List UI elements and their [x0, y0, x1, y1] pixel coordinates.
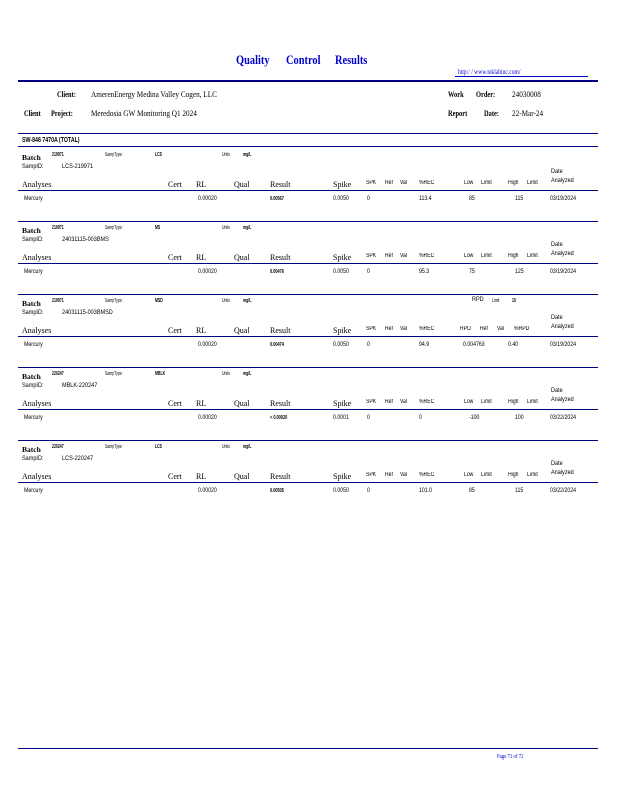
high-cell: 115 — [515, 487, 524, 494]
analyses-header: Analyses — [22, 472, 52, 481]
spike-cell: 0.0001 — [333, 414, 349, 421]
val-header: Val — [400, 472, 407, 478]
sampid-value: LCS-220247 — [62, 455, 94, 462]
high-header: High — [508, 180, 519, 186]
section-title: SW-846 7470A (TOTAL) — [22, 137, 80, 144]
batch-number: 220247 — [52, 444, 64, 450]
spk-header: SPK — [366, 253, 377, 259]
analyzed-header: Analyzed — [551, 396, 574, 403]
header-rule — [18, 482, 598, 483]
rl-header: RL — [196, 253, 207, 262]
units-value: mg/L — [243, 371, 252, 377]
units-label: Units — [222, 152, 230, 158]
batch-number: 220247 — [52, 371, 64, 377]
rpd-ref2-header: Ref — [480, 326, 488, 332]
spk-ref-cell: 0 — [367, 341, 370, 348]
sampid-label: SampID: — [22, 309, 44, 316]
result-cell: 0.00505 — [270, 488, 284, 494]
spike-cell: 0.0050 — [333, 268, 349, 275]
result-header: Result — [270, 180, 291, 189]
rec-cell: 113.4 — [419, 195, 432, 202]
spk-header: SPK — [366, 399, 377, 405]
date-header: Date — [551, 460, 563, 467]
result-header: Result — [270, 472, 291, 481]
rec-header: %REC — [419, 399, 435, 405]
spike-header: Spike — [333, 326, 352, 335]
batch-bottom-rule — [18, 294, 598, 295]
work-label: Work — [448, 90, 464, 99]
rec-cell: 101.0 — [419, 487, 433, 494]
rpd-limit-label: Limit — [492, 298, 500, 304]
footer-rule — [18, 748, 598, 749]
spk-header: SPK — [366, 326, 377, 332]
section-bottom-rule — [18, 146, 598, 147]
low-header: Low — [464, 253, 474, 259]
units-value: mg/L — [243, 298, 252, 304]
units-value: mg/L — [243, 225, 252, 231]
rpd-limit-value: 15 — [512, 298, 516, 304]
units-label: Units — [222, 371, 230, 377]
analyte-cell: Mercury — [24, 487, 43, 494]
client-value: AmerenEnergy Medina Valley Cogen, LLC — [91, 89, 217, 99]
analyzed-header: Analyzed — [551, 469, 574, 476]
analyses-header: Analyses — [22, 399, 52, 408]
client-label: Client: — [57, 90, 76, 99]
analyte-cell: Mercury — [24, 414, 43, 421]
batch-bottom-rule — [18, 221, 598, 222]
spike-cell: 0.0050 — [333, 195, 349, 202]
rec-header: %REC — [419, 472, 435, 478]
units-label: Units — [222, 298, 230, 304]
title-results: Results — [335, 52, 368, 67]
analyses-header: Analyses — [22, 326, 52, 335]
low-cell: 85 — [469, 487, 475, 494]
batch-label: Batch — [22, 372, 41, 381]
high-limit-header: Limit — [527, 180, 538, 186]
low-limit-header: Limit — [481, 180, 492, 186]
units-value: mg/L — [243, 152, 252, 158]
spk-header: SPK — [366, 472, 377, 478]
samptype-label: SampType: — [105, 298, 123, 304]
high-header: High — [508, 472, 519, 478]
samptype-label: SampType: — [105, 371, 123, 377]
date-cell: 03/22/2024 — [550, 487, 577, 494]
sampid-label: SampID: — [22, 236, 44, 243]
samptype-value: MS — [155, 225, 161, 231]
analyte-cell: Mercury — [24, 341, 43, 348]
cert-header: Cert — [168, 472, 182, 481]
spike-header: Spike — [333, 399, 352, 408]
batch-bottom-rule — [18, 440, 598, 441]
val-header: Val — [400, 253, 407, 259]
high-limit-header: Limit — [527, 399, 538, 405]
rpd-pct-header: %RPD — [514, 326, 530, 332]
rpd-ref-header: RPD — [460, 326, 471, 332]
url-underline — [455, 76, 588, 77]
date-label: Date: — [484, 109, 499, 118]
rpd-label: RPD — [472, 296, 484, 303]
samptype-value: LCS — [155, 152, 162, 158]
sampid-value: MBLK-220247 — [62, 382, 98, 389]
low-header: Low — [464, 399, 474, 405]
section-top-rule — [18, 133, 598, 134]
cert-header: Cert — [168, 326, 182, 335]
rl-header: RL — [196, 472, 207, 481]
batch-number: 219971 — [52, 152, 64, 158]
sampid-value: 24031115-003BMS — [62, 236, 109, 243]
rec-header: %REC — [419, 253, 435, 259]
spk-ref-cell: 0 — [367, 487, 370, 494]
rl-cell: 0.00020 — [198, 487, 217, 494]
analyzed-header: Analyzed — [551, 177, 574, 184]
units-value: mg/L — [243, 444, 252, 450]
rec-cell: 95.3 — [419, 268, 430, 275]
samptype-label: SampType: — [105, 225, 123, 231]
batch-label: Batch — [22, 299, 41, 308]
low-limit-header: Limit — [481, 399, 492, 405]
analyzed-header: Analyzed — [551, 323, 574, 330]
title-quality: Quality — [236, 52, 270, 67]
high-cell: 115 — [515, 195, 524, 202]
rec-header: %REC — [419, 180, 435, 186]
project-value: Meredosia GW Monitoring Q1 2024 — [91, 108, 197, 118]
result-header: Result — [270, 326, 291, 335]
spike-cell: 0.0050 — [333, 341, 349, 348]
analyses-header: Analyses — [22, 253, 52, 262]
samptype-value: MSD — [155, 298, 163, 304]
ref-header: Ref — [385, 326, 393, 332]
spk-ref-cell: 0 — [367, 414, 370, 421]
result-cell: 0.00474 — [270, 342, 284, 348]
batch-label: Batch — [22, 445, 41, 454]
ref-header: Ref — [385, 472, 393, 478]
samptype-value: MBLK — [155, 371, 166, 377]
sampid-value: 24031115-003BMSD — [62, 309, 113, 316]
rpd-pct-cell: 0.40 — [508, 341, 519, 348]
spk-ref-cell: 0 — [367, 268, 370, 275]
spk-header: SPK — [366, 180, 377, 186]
samptype-label: SampType: — [105, 444, 123, 450]
rl-cell: 0.00020 — [198, 195, 217, 202]
high-cell: 100 — [515, 414, 524, 421]
result-cell: < 0.00020 — [270, 415, 288, 421]
low-cell: 75 — [469, 268, 475, 275]
date-cell: 03/22/2024 — [550, 414, 577, 421]
rl-cell: 0.00020 — [198, 341, 217, 348]
rl-header: RL — [196, 399, 207, 408]
val-header: Val — [400, 326, 407, 332]
ref-header: Ref — [385, 399, 393, 405]
spike-header: Spike — [333, 253, 352, 262]
samptype-label: SampType: — [105, 152, 123, 158]
samptype-value: LCS — [155, 444, 162, 450]
sampid-label: SampID: — [22, 382, 44, 389]
units-label: Units — [222, 225, 230, 231]
cert-header: Cert — [168, 180, 182, 189]
project-label: Project: — [51, 109, 73, 118]
batch-number: 219971 — [52, 225, 64, 231]
date-value: 22-Mar-24 — [512, 108, 544, 118]
qual-header: Qual — [234, 399, 250, 408]
header-top-rule — [18, 80, 598, 82]
lab-url[interactable]: http:/ / www.teklabinc.com/ — [458, 68, 521, 76]
header-rule — [18, 409, 598, 410]
analyte-cell: Mercury — [24, 195, 43, 202]
qual-header: Qual — [234, 326, 250, 335]
report-label: Report — [448, 109, 468, 118]
low-cell: 85 — [469, 195, 475, 202]
date-cell: 03/19/2024 — [550, 341, 577, 348]
low-header: Low — [464, 472, 474, 478]
sampid-label: SampID: — [22, 455, 44, 462]
date-header: Date — [551, 387, 563, 394]
batch-bottom-rule — [18, 367, 598, 368]
date-header: Date — [551, 168, 563, 175]
val-header: Val — [400, 399, 407, 405]
qual-header: Qual — [234, 253, 250, 262]
analyses-header: Analyses — [22, 180, 52, 189]
rl-cell: 0.00020 — [198, 268, 217, 275]
high-cell: 125 — [515, 268, 524, 275]
qual-header: Qual — [234, 472, 250, 481]
order-value: 24030008 — [512, 89, 541, 99]
result-cell: 0.00567 — [270, 196, 284, 202]
high-header: High — [508, 253, 519, 259]
high-header: High — [508, 399, 519, 405]
high-limit-header: Limit — [527, 472, 538, 478]
batch-label: Batch — [22, 153, 41, 162]
page-number: Page 71 of 72 — [497, 754, 524, 760]
batch-label: Batch — [22, 226, 41, 235]
date-header: Date — [551, 241, 563, 248]
rpd-ref-cell: 0.004763 — [463, 341, 485, 348]
rec-cell: 94.9 — [419, 341, 430, 348]
units-label: Units — [222, 444, 230, 450]
qual-header: Qual — [234, 180, 250, 189]
rec-header: %REC — [419, 326, 435, 332]
header-rule — [18, 336, 598, 337]
spike-cell: 0.0050 — [333, 487, 349, 494]
cert-header: Cert — [168, 399, 182, 408]
ref-header: Ref — [385, 253, 393, 259]
cert-header: Cert — [168, 253, 182, 262]
header-rule — [18, 190, 598, 191]
ref-header: Ref — [385, 180, 393, 186]
spk-ref-cell: 0 — [367, 195, 370, 202]
rl-cell: 0.00020 — [198, 414, 217, 421]
date-cell: 03/19/2024 — [550, 268, 577, 275]
low-cell: -100 — [469, 414, 480, 421]
low-limit-header: Limit — [481, 472, 492, 478]
rec-cell: 0 — [419, 414, 422, 421]
result-cell: 0.00476 — [270, 269, 284, 275]
low-header: Low — [464, 180, 474, 186]
high-limit-header: Limit — [527, 253, 538, 259]
analyzed-header: Analyzed — [551, 250, 574, 257]
title-control: Control — [286, 52, 321, 67]
spike-header: Spike — [333, 180, 352, 189]
date-cell: 03/19/2024 — [550, 195, 577, 202]
sampid-value: LCS-219971 — [62, 163, 94, 170]
client2-label: Client — [24, 109, 41, 118]
rl-header: RL — [196, 180, 207, 189]
analyte-cell: Mercury — [24, 268, 43, 275]
rl-header: RL — [196, 326, 207, 335]
rpd-val-header: Val — [497, 326, 504, 332]
result-header: Result — [270, 399, 291, 408]
low-limit-header: Limit — [481, 253, 492, 259]
header-rule — [18, 263, 598, 264]
batch-number: 219971 — [52, 298, 64, 304]
result-header: Result — [270, 253, 291, 262]
order-label: Order: — [476, 90, 496, 99]
val-header: Val — [400, 180, 407, 186]
sampid-label: SampID: — [22, 163, 44, 170]
date-header: Date — [551, 314, 563, 321]
spike-header: Spike — [333, 472, 352, 481]
